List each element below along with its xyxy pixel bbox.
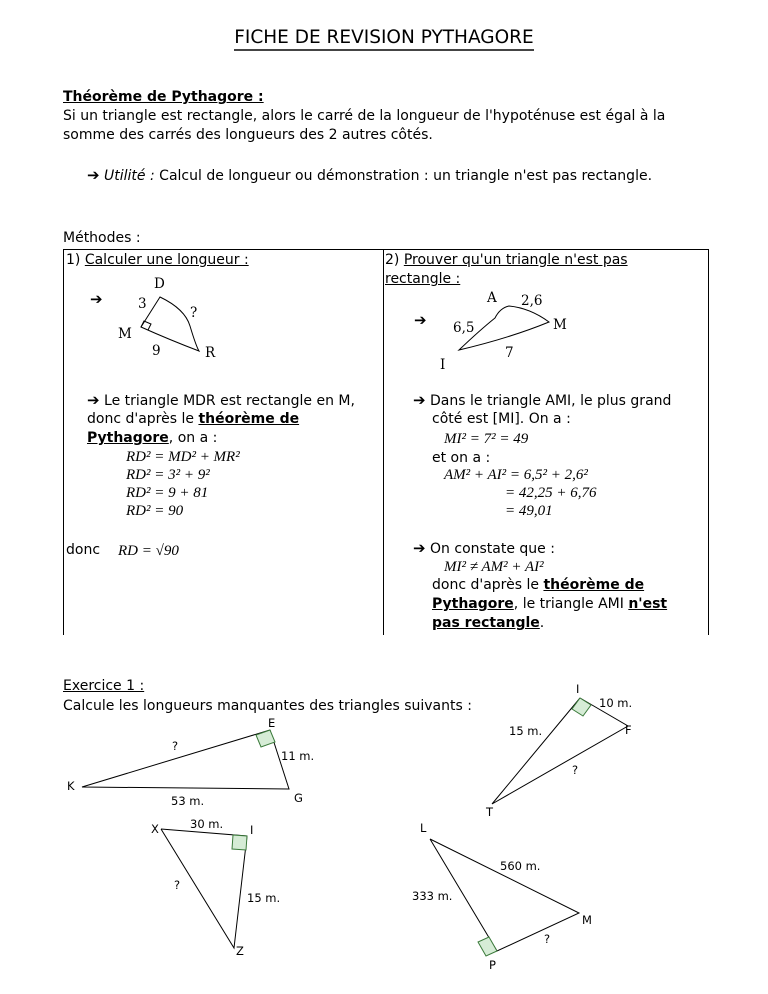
result-equation: RD = √90	[118, 543, 179, 559]
t2-label-t: T	[486, 805, 494, 819]
theorem-name: Pythagore	[432, 596, 514, 612]
constat-4	[432, 614, 544, 633]
arrow-right-icon: ➔	[87, 166, 100, 184]
method-right-number: 2)	[385, 252, 400, 268]
t4-label-l: L	[420, 821, 427, 835]
constat-1	[413, 539, 555, 559]
t3-label-top: 30 m.	[190, 817, 224, 831]
methods-heading: Méthodes :	[63, 230, 141, 246]
t1-label-g: G	[294, 791, 303, 805]
t1-label-base: 53 m.	[171, 794, 205, 808]
text: .	[539, 615, 545, 631]
constat-2	[432, 576, 644, 595]
text: , le triangle AMI	[513, 596, 624, 612]
method-left-text-3	[87, 429, 217, 448]
triangle-keg	[82, 730, 289, 789]
t3-label-hyp: ?	[174, 878, 181, 892]
fig-label-9: 9	[152, 343, 161, 359]
exercise-instruction: Calcule les longueurs manquantes des triangles suivants :	[63, 698, 472, 714]
fig-label-2-6: 2,6	[521, 293, 543, 309]
equation-neq: MI² ≠ AM² + AI²	[444, 559, 544, 575]
arrow-right-icon: ➔	[87, 391, 100, 409]
triangle-ift	[492, 698, 628, 804]
text: donc d'après le	[87, 411, 194, 427]
fig-label-a: A	[487, 290, 497, 306]
t2-label-top: 10 m.	[599, 696, 633, 710]
emphasis: n'est	[628, 596, 668, 612]
theorem-heading: Théorème de Pythagore :	[63, 89, 264, 105]
method-left-title-text: Calculer une longueur :	[84, 252, 249, 268]
t4-label-top: 560 m.	[500, 859, 541, 873]
page-title: FICHE DE REVISION PYTHAGORE	[0, 27, 768, 48]
t1-label-k: K	[67, 779, 75, 793]
method-right-title-2: rectangle :	[385, 271, 461, 287]
equation-2: RD² = 3² + 9²	[126, 467, 210, 483]
t1-label-hyp: ?	[172, 739, 179, 753]
fig-label-i: I	[440, 357, 446, 373]
t3-label-i: I	[250, 823, 254, 837]
t4-label-bottom: ?	[544, 932, 551, 946]
t1-label-e: E	[268, 716, 276, 730]
fig-label-r: R	[205, 345, 216, 361]
t4-label-p: P	[489, 958, 496, 972]
fig-label-m: M	[553, 317, 567, 333]
t1-label-side: 11 m.	[281, 749, 315, 763]
equation-4: RD² = 90	[126, 503, 184, 519]
method-right-title-text: Prouver qu'un triangle n'est pas	[403, 252, 628, 268]
exercise-heading: Exercice 1 :	[63, 678, 145, 694]
arrow-right-icon: ➔	[413, 391, 426, 409]
t4-label-m: M	[582, 913, 592, 927]
t3-label-z: Z	[236, 944, 244, 958]
fig-label-m: M	[118, 326, 132, 342]
fig-label-d: D	[154, 276, 165, 292]
t2-label-hyp: ?	[572, 763, 579, 777]
text: , on a :	[168, 430, 218, 446]
fig-label-question: ?	[190, 305, 198, 321]
constat-3	[432, 595, 667, 614]
text: On constate que :	[430, 541, 555, 557]
fig-label-3: 3	[138, 296, 147, 312]
method-right-text-2: côté est [MI]. On a :	[432, 411, 571, 427]
t4-label-left: 333 m.	[412, 889, 453, 903]
et-on-a: et on a :	[432, 450, 491, 466]
text: Le triangle MDR est rectangle en M,	[104, 393, 355, 409]
theorem-line-2: somme des carrés des longueurs des 2 autres côtés.	[63, 127, 433, 143]
text: Dans le triangle AMI, le plus grand	[430, 393, 672, 409]
t2-label-i: I	[576, 682, 580, 696]
fig-label-6-5: 6,5	[453, 320, 475, 336]
theorem-name: théorème de	[198, 411, 300, 427]
t2-label-f: F	[625, 723, 632, 737]
method-left-text-1	[87, 391, 355, 411]
theorem-name: Pythagore	[87, 430, 169, 446]
arrow-right-icon: ➔	[413, 539, 426, 557]
equation-1: RD² = MD² + MR²	[126, 449, 240, 465]
equation-sum-2: = 42,25 + 6,76	[505, 485, 597, 501]
utility-label: Utilité :	[104, 168, 155, 184]
fig-label-7: 7	[505, 345, 514, 361]
t2-label-left: 15 m.	[509, 724, 543, 738]
equation-3: RD² = 9 + 81	[126, 485, 209, 501]
t3-label-side: 15 m.	[247, 891, 281, 905]
equation-sum-1: AM² + AI² = 6,5² + 2,6²	[444, 467, 588, 483]
arrow-right-icon: ➔	[414, 311, 427, 329]
method-left-text-2	[87, 410, 299, 429]
theorem-name: théorème de	[543, 577, 645, 593]
utility-text: Calcul de longueur ou démonstration : un triangle n'est pas rectangle.	[159, 168, 653, 184]
emphasis: pas rectangle	[432, 615, 540, 631]
text: donc d'après le	[432, 577, 539, 593]
equation-mi: MI² = 7² = 49	[444, 431, 529, 447]
method-left-number: 1)	[66, 252, 81, 268]
method-right-text-1	[413, 391, 671, 411]
donc-label: donc	[66, 542, 101, 558]
method-right-title-1	[385, 251, 628, 270]
equation-sum-3: = 49,01	[505, 503, 553, 519]
arrow-right-icon: ➔	[90, 290, 103, 308]
theorem-line-1: Si un triangle est rectangle, alors le carré de la longueur de l'hypoténuse est égal à la	[63, 108, 666, 124]
t3-label-x: X	[151, 822, 159, 836]
